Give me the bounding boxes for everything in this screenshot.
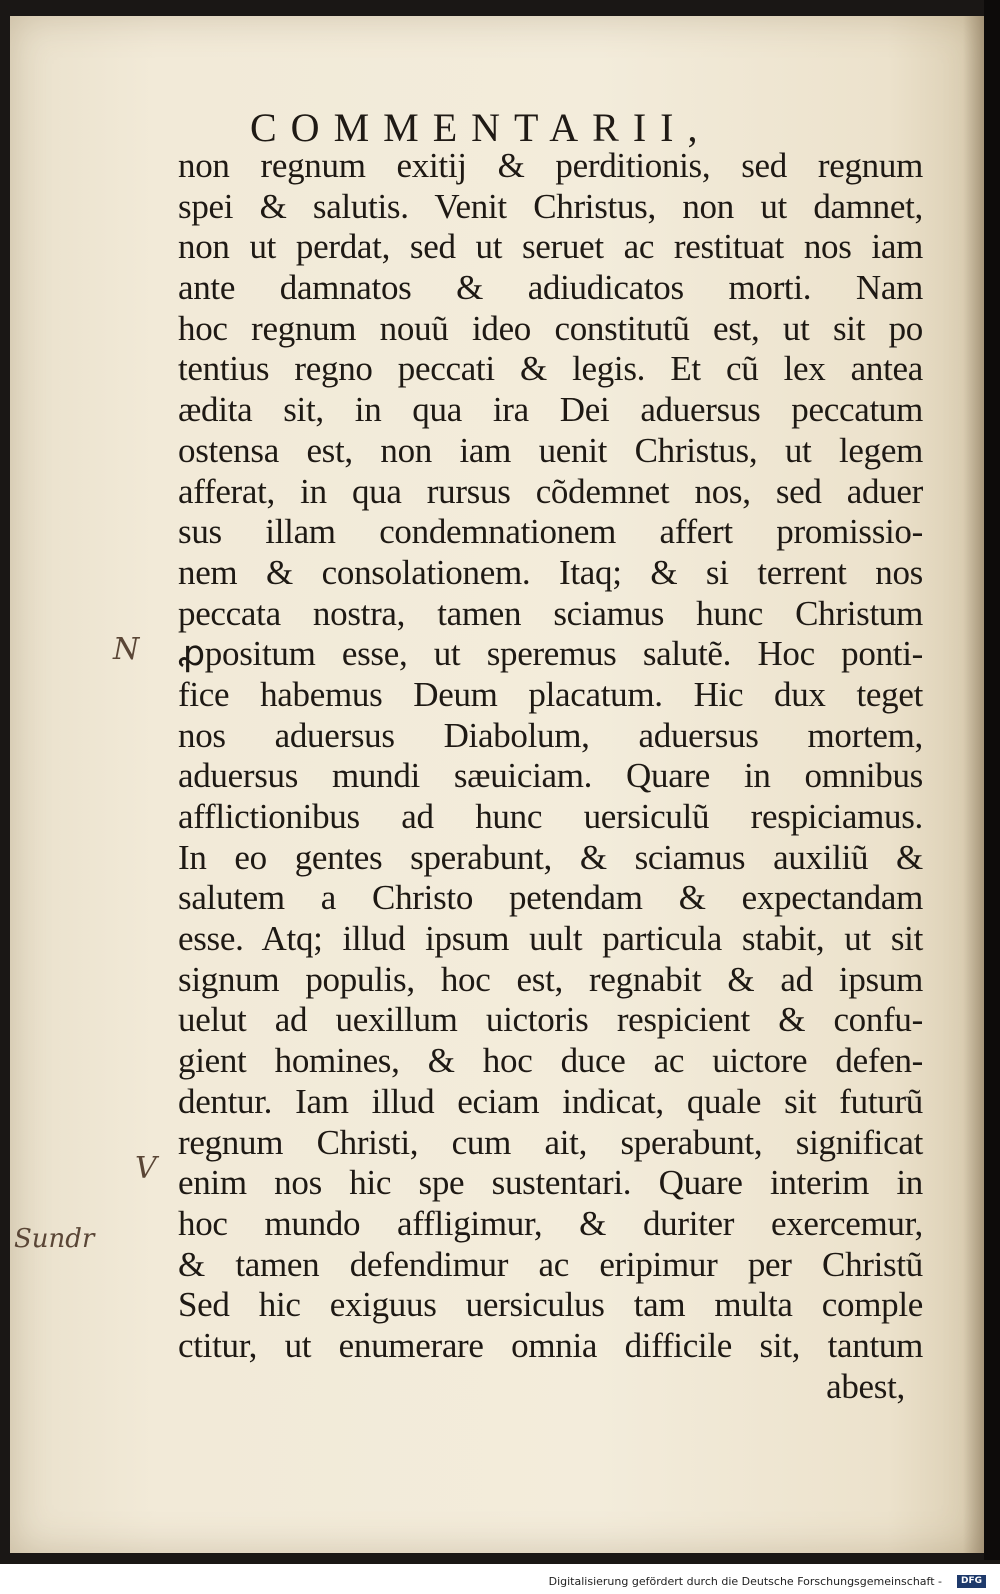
body-text — [178, 146, 923, 1407]
footer-credit: Digitalisierung gefördert durch die Deutsche Forschungsgemeinschaft - — [548, 1575, 942, 1588]
text-line: sus illam condemnationem affert promissio- — [178, 512, 923, 552]
text-line: & tamen defendimur ac eripimur per Christũ — [178, 1244, 923, 1284]
text-line: In eo gentes sperabunt, & sciamus auxiliũ & — [178, 837, 923, 877]
text-line: nos aduersus Diabolum, aduersus mortem, — [178, 715, 923, 755]
dfg-logo: DFG — [957, 1575, 986, 1588]
text-line: uelut ad uexillum uictoris respicient & confu- — [178, 1000, 923, 1040]
text-line: Sed hic exiguus uersiculus tam multa comple — [178, 1285, 923, 1325]
book-page — [10, 16, 985, 1553]
text-line: enim nos hic spe sustentari. Quare interim in — [178, 1163, 923, 1203]
text-line: ædita sit, in qua ira Dei aduersus peccatum — [178, 390, 923, 430]
text-line: dentur. Iam illud eciam indicat, quale sit futurũ — [178, 1081, 923, 1121]
text-line: signum populis, hoc est, regnabit & ad ipsum — [178, 959, 923, 999]
text-line: regnum Christi, cum ait, sperabunt, significat — [178, 1122, 923, 1162]
text-line: peccata nostra, tamen sciamus hunc Christum — [178, 593, 923, 633]
text-line: afferat, in qua rursus cõdemnet nos, sed aduer — [178, 471, 923, 511]
text-line: esse. Atq; illud ipsum uult particula stabit, ut sit — [178, 919, 923, 959]
text-line: afflictionibus ad hunc uersiculũ respiciamus. — [178, 797, 923, 836]
text-line: ꝓpositum esse, ut speremus salutẽ. Hoc ponti- — [178, 634, 923, 674]
text-line: hoc regnum nouũ ideo constitutũ est, ut sit po — [178, 308, 923, 348]
catchword: abest, — [826, 1366, 905, 1406]
scan-border — [984, 0, 1000, 1560]
text-line: gient homines, & hoc duce ac uictore defen- — [178, 1041, 923, 1081]
text-line: nem & consolationem. Itaq; & si terrent nos — [178, 552, 923, 592]
text-line: ctitur, ut enumerare omnia difficile sit, tantum — [178, 1325, 923, 1365]
text-line: ante damnatos & adiudicatos morti. Nam — [178, 268, 923, 308]
running-head: COMMENTARII, — [250, 105, 712, 150]
margin-note-3: Sundr — [14, 1224, 95, 1254]
text-line: spei & salutis. Venit Christus, non ut damnet, — [178, 186, 923, 226]
text-line: salutem a Christo petendam & expectandam — [178, 878, 923, 918]
text-line: fice habemus Deum placatum. Hic dux teget — [178, 674, 923, 714]
text-line: ostensa est, non iam uenit Christus, ut legem — [178, 430, 923, 470]
margin-note-2: V — [135, 1151, 157, 1186]
footer-bar — [0, 1564, 1000, 1594]
margin-note-1: N — [113, 632, 140, 667]
page-edge-shadow — [963, 16, 985, 1553]
text-line: aduersus mundi sæuiciam. Quare in omnibus — [178, 756, 923, 796]
text-line: tentius regno peccati & legis. Et cũ lex antea — [178, 349, 923, 389]
text-line: non regnum exitij & perditionis, sed regnum — [178, 146, 923, 185]
text-line: non ut perdat, sed ut seruet ac restituat nos iam — [178, 227, 923, 267]
text-line: hoc mundo affligimur, & duriter exercemur, — [178, 1203, 923, 1243]
